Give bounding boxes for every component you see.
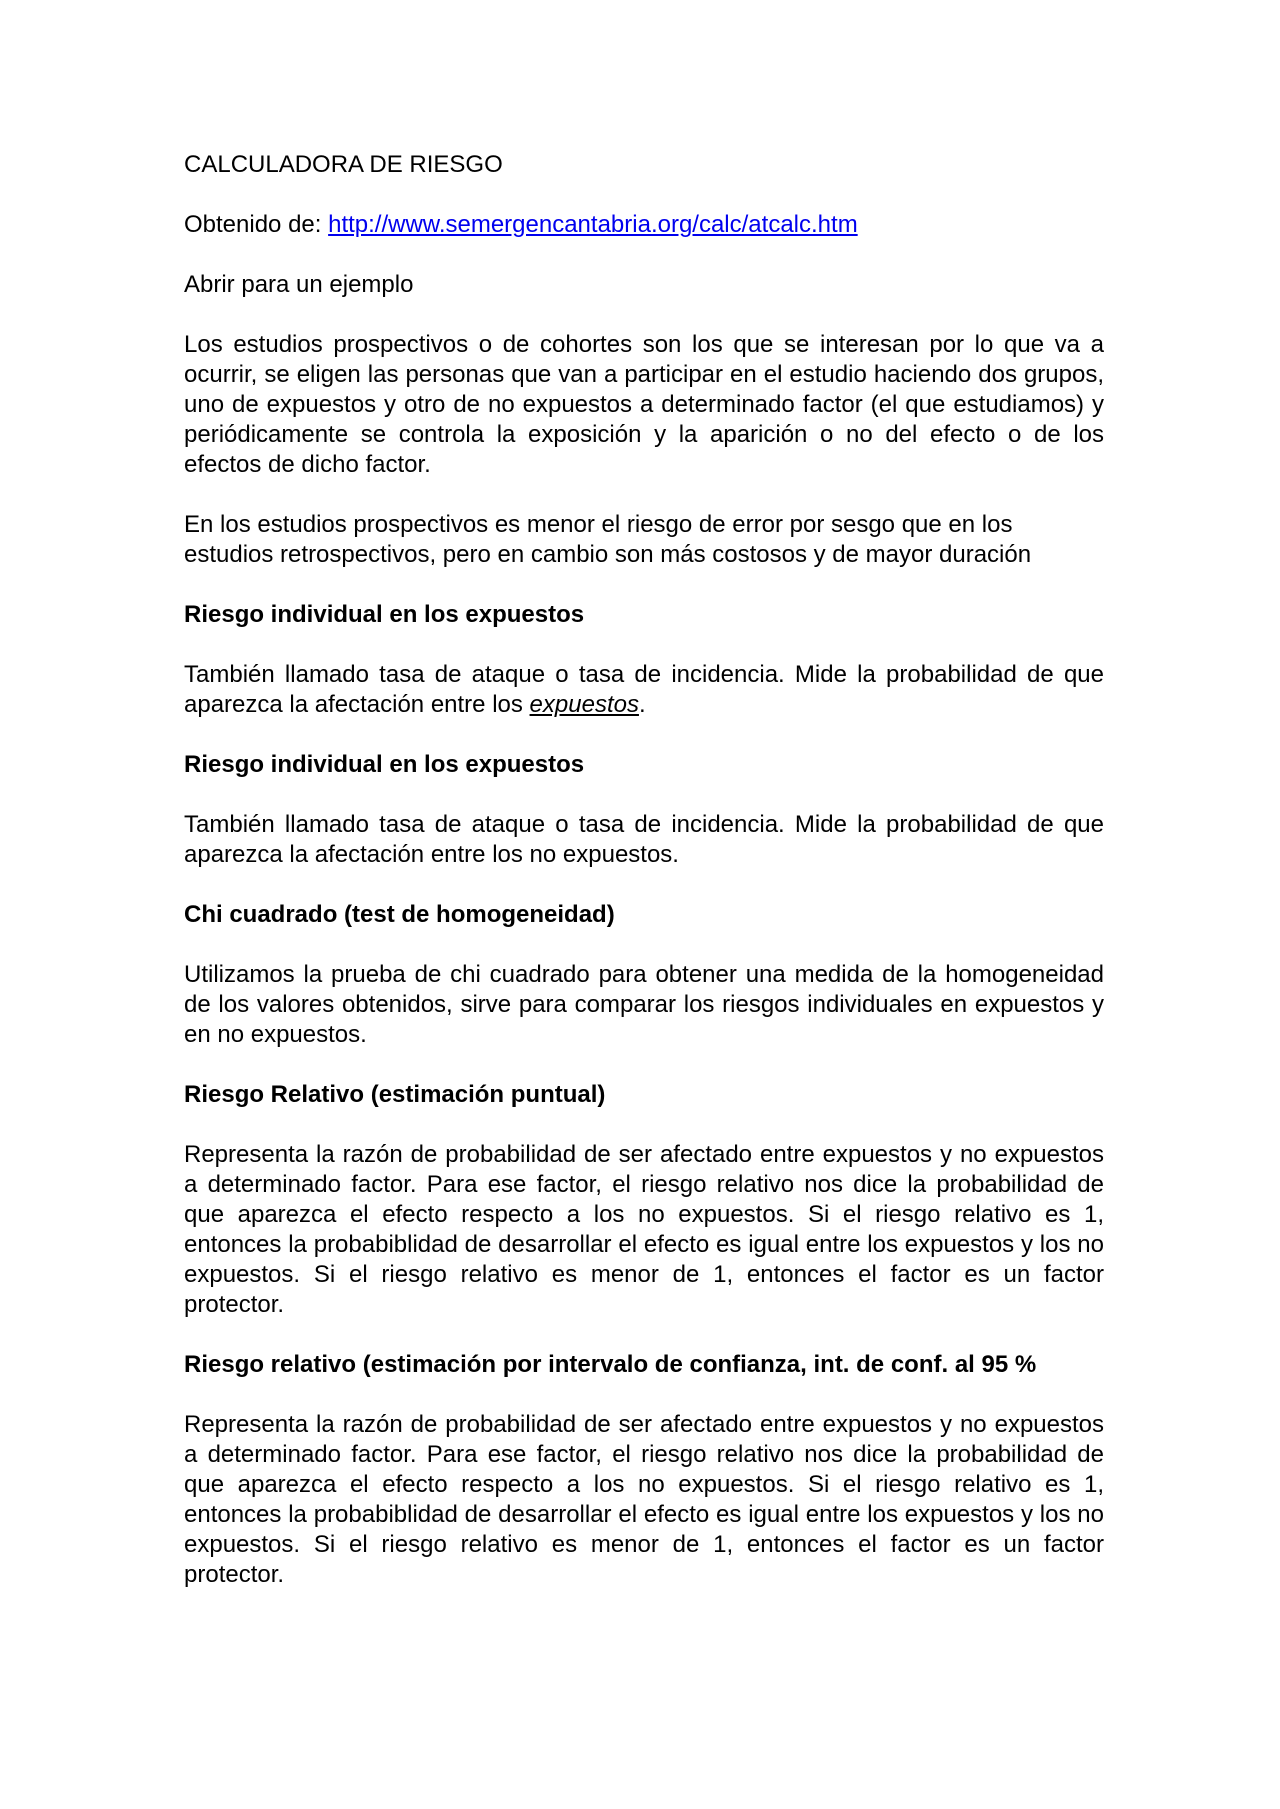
document-title: CALCULADORA DE RIESGO — [184, 151, 503, 178]
section-body-relative-risk-point: Representa la razón de probabilidad de ser afectado entre expuestos y no expuestos a determinado factor. Para ese factor, el riesgo relativo nos dice la probabilidad de que aparezca el efecto respecto a los no expuestos. Si el riesgo relativo es 1, entonces la probabiblidad de desarrollar el efecto es igual entre los expuestos y los no expuestos. Si el riesgo relativo es menor de 1, entonces el factor es un factor protector. — [184, 1141, 1104, 1318]
section-heading-chi-square: Chi cuadrado (test de homogeneidad) — [184, 901, 615, 928]
section-body-risk-exposed-post: . — [638, 691, 646, 718]
section-body-risk-exposed — [184, 660, 1104, 720]
section-heading-relative-risk-interval: Riesgo relativo (estimación por intervalo de confianza, int. de conf. al 95 % — [184, 1351, 1037, 1378]
section-body-risk-unexposed: También llamado tasa de ataque o tasa de incidencia. Mide la probabilidad de que aparezca la afectación entre los no expuestos. — [184, 811, 1104, 868]
intro-paragraph-1: Los estudios prospectivos o de cohortes son los que se interesan por lo que va a ocurrir, se eligen las personas que van a participar en el estudio haciendo dos grupos, uno de expuestos y otro de no expuestos a determinado factor (el que estudiamos) y periódicamente se controla la exposición y la aparición o no del efecto o de los efectos de dicho factor. — [184, 331, 1104, 478]
section-heading-risk-exposed: Riesgo individual en los expuestos — [184, 601, 585, 628]
section-heading-risk-unexposed: Riesgo individual en los expuestos — [184, 751, 585, 778]
source-line — [184, 210, 1104, 240]
exposed-emphasis: expuestos — [529, 691, 639, 718]
open-example-text: Abrir para un ejemplo — [184, 271, 414, 298]
section-body-relative-risk-interval: Representa la razón de probabilidad de ser afectado entre expuestos y no expuestos a determinado factor. Para ese factor, el riesgo relativo nos dice la probabilidad de que aparezca el efecto respecto a los no expuestos. Si el riesgo relativo es 1, entonces la probabiblidad de desarrollar el efecto es igual entre los expuestos y los no expuestos. Si el riesgo relativo es menor de 1, entonces el factor es un factor protector. — [184, 1411, 1104, 1588]
section-body-risk-exposed-pre: También llamado tasa de ataque o tasa de incidencia. Mide la probabilidad de que aparezca la afectación entre los — [184, 661, 1104, 718]
section-heading-relative-risk-point: Riesgo Relativo (estimación puntual) — [184, 1081, 606, 1108]
document-page — [184, 150, 1104, 1620]
source-link[interactable]: http://www.semergencantabria.org/calc/atcalc.htm — [328, 211, 858, 238]
section-body-chi-square: Utilizamos la prueba de chi cuadrado para obtener una medida de la homogeneidad de los valores obtenidos, sirve para comparar los riesgos individuales en expuestos y en no expuestos. — [184, 961, 1104, 1048]
intro-paragraph-2: En los estudios prospectivos es menor el riesgo de error por sesgo que en los estudios retrospectivos, pero en cambio son más costosos y de mayor duración — [184, 511, 1032, 568]
source-label: Obtenido de: — [184, 211, 329, 238]
